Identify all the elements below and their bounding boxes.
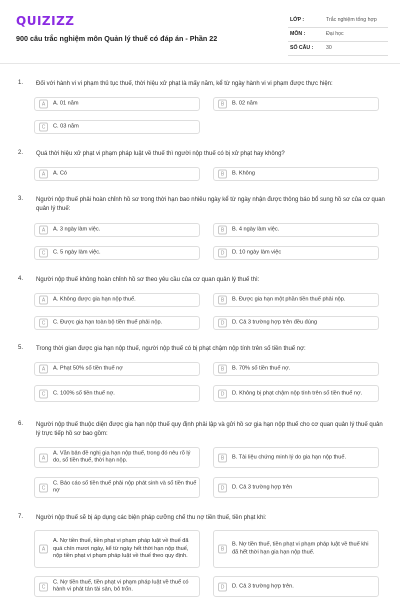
option-text: C. 5 ngày làm việc. <box>53 249 101 256</box>
option-b[interactable] <box>213 97 379 111</box>
meta-key: LỚP : <box>290 17 305 23</box>
option-text: D. Cả 3 trường hợp trên đều đúng <box>232 319 318 326</box>
option-d[interactable] <box>213 477 379 498</box>
question-text: Người nộp thuế sẽ bị áp dụng các biện pháp cưỡng chế thu nợ tiền thuế, tiền phạt khi: <box>36 515 267 521</box>
meta-value: Trắc nghiệm tổng hợp <box>326 17 377 23</box>
meta-value: 30 <box>326 45 332 51</box>
option-text: C. Báo cáo số tiền thuế phải nộp phát sinh và số tiền thuế nợ <box>53 480 197 494</box>
option-letter: C <box>39 389 48 398</box>
option-letter: C <box>39 249 48 258</box>
meta-key: SỐ CÂU : <box>290 45 314 51</box>
option-letter: B <box>218 545 227 554</box>
question-text: Người nộp thuế thuộc diện được gia hạn nộp thuế quy định phải lập và gửi hồ sơ gia hạn nộp thuế cho cơ quan quản lý thuế quản lý trực tiếp hồ sơ bao gồm: <box>36 422 383 437</box>
question-text: Trong thời gian được gia hạn nộp thuế, người nộp thuế có bị phạt chậm nộp tính trên số tiền thuế nợ: <box>36 346 306 352</box>
question-number: 1. <box>18 80 24 86</box>
option-letter: B <box>218 365 227 374</box>
option-letter: B <box>218 170 227 179</box>
meta-row-subject <box>288 28 388 42</box>
option-text: A. Có <box>53 170 67 177</box>
question-number: 5. <box>18 345 24 351</box>
document-header <box>0 0 400 64</box>
option-letter: B <box>218 100 227 109</box>
question-text: Người nộp thuế phải hoàn chỉnh hồ sơ trong thời hạn bao nhiêu ngày kể từ ngày nhận được thông báo bổ sung hồ sơ của cơ quan quản lý thuế: <box>36 197 385 212</box>
option-text: B. Tài liệu chứng minh lý do gia hạn nộp thuế. <box>232 453 347 460</box>
option-text: C. 100% số tiền thuế nợ. <box>53 389 115 396</box>
option-text: A. Không được gia hạn nộp thuế. <box>53 296 136 303</box>
question-text: Quá thời hiệu xử phạt vi phạm pháp luật về thuế thì người nộp thuế có bị xử phạt hay không? <box>36 151 285 157</box>
question-number: 3. <box>18 196 24 202</box>
option-d[interactable] <box>213 385 379 402</box>
option-text: A. Nợ tiền thuế, tiền phạt vi phạm pháp luật về thuế đã quá chín mươi ngày, kể từ ngày hết thời hạn nộp thuế, nộp tiền phạt vi phạm pháp luật về thuế theo quy định. <box>53 537 189 559</box>
option-letter: C <box>39 319 48 328</box>
option-text: A. Phạt 50% số tiền thuế nợ <box>53 365 123 372</box>
option-letter: A <box>39 170 48 179</box>
option-text: C. Được gia hạn toàn bộ tiền thuế phải nộp. <box>53 319 163 326</box>
option-a[interactable] <box>34 167 200 181</box>
option-letter: D <box>218 389 227 398</box>
option-text: A. 01 năm <box>53 100 79 107</box>
option-text: B. 4 ngày làm việc. <box>232 226 280 233</box>
page-title: 900 câu trắc nghiệm môn Quản lý thuế có đáp án - Phần 22 <box>16 34 218 43</box>
option-d[interactable] <box>213 316 379 330</box>
option-c[interactable] <box>34 576 200 597</box>
meta-value: Đại học <box>326 31 344 37</box>
option-letter: D <box>218 319 227 328</box>
option-b[interactable] <box>213 293 379 307</box>
question-number: 7. <box>18 514 24 520</box>
question-number: 4. <box>18 276 24 282</box>
option-letter: B <box>218 296 227 305</box>
option-text: D. Cả 3 trường hợp trên <box>232 483 293 490</box>
option-d[interactable] <box>213 576 379 597</box>
option-letter: A <box>39 226 48 235</box>
option-text: C. 03 năm <box>53 123 79 130</box>
option-letter: C <box>39 483 48 492</box>
option-text: A. Văn bản đề nghị gia hạn nộp thuế, trong đó nêu rõ lý do, số tiền thuế, thời hạn nộp. <box>53 450 191 464</box>
meta-table <box>288 14 388 56</box>
option-text: D. 10 ngày làm việc <box>232 249 282 256</box>
option-a[interactable] <box>34 362 200 376</box>
option-letter: D <box>218 483 227 492</box>
option-a[interactable] <box>34 293 200 307</box>
option-letter: C <box>39 123 48 132</box>
option-b[interactable] <box>213 362 379 376</box>
option-letter: B <box>218 226 227 235</box>
option-text: B. Được gia hạn một phần tiền thuế phải nộp. <box>232 296 346 303</box>
option-letter: D <box>218 582 227 591</box>
option-b[interactable] <box>213 167 379 181</box>
meta-key: MÔN : <box>290 31 306 37</box>
option-text: A. 3 ngày làm việc. <box>53 226 101 233</box>
option-letter: C <box>39 582 48 591</box>
option-text: B. 70% số tiền thuế nợ. <box>232 365 291 372</box>
meta-row-count <box>288 42 388 56</box>
option-b[interactable] <box>213 223 379 237</box>
option-text: B. Không <box>232 170 256 177</box>
question-number: 6. <box>18 421 24 427</box>
option-letter: D <box>218 249 227 258</box>
option-text: B. Nợ tiền thuế, tiền phạt vi phạm pháp luật về thuế khi đã hết thời hạn gia hạn nộp thuế. <box>232 541 369 555</box>
option-d[interactable] <box>213 246 379 260</box>
question-text: Đối với hành vi vi phạm thủ tục thuế, thời hiệu xử phạt là mấy năm, kể từ ngày hành vi vi phạm được thực hiện: <box>36 81 333 87</box>
option-letter: B <box>218 453 227 462</box>
option-letter: A <box>39 296 48 305</box>
option-a[interactable] <box>34 530 200 568</box>
option-c[interactable] <box>34 120 200 134</box>
option-c[interactable] <box>34 385 200 402</box>
option-b[interactable] <box>213 447 379 468</box>
question-text: Người nộp thuế không hoàn chỉnh hồ sơ theo yêu cầu của cơ quan quản lý thuế thì: <box>36 277 260 283</box>
option-text: D. Không bị phạt chậm nộp tính trên số tiền thuế nợ. <box>232 389 363 396</box>
quizizz-logo: QUIZIZZ <box>16 14 75 28</box>
option-b[interactable] <box>213 530 379 568</box>
question-number: 2. <box>18 150 24 156</box>
option-a[interactable] <box>34 97 200 111</box>
option-letter: A <box>39 545 48 554</box>
option-text: C. Nợ tiền thuế, tiền phạt vi phạm pháp luật về thuế có hành vi phát tán tài sản, bỏ trốn. <box>53 579 189 593</box>
option-text: B. 02 năm <box>232 100 258 107</box>
option-a[interactable] <box>34 447 200 468</box>
option-letter: A <box>39 365 48 374</box>
option-letter: A <box>39 453 48 462</box>
option-c[interactable] <box>34 246 200 260</box>
option-a[interactable] <box>34 223 200 237</box>
option-c[interactable] <box>34 477 200 498</box>
option-text: D. Cả 3 trường hợp trên. <box>232 582 294 589</box>
option-letter: A <box>39 100 48 109</box>
option-c[interactable] <box>34 316 200 330</box>
meta-row-class <box>288 14 388 28</box>
